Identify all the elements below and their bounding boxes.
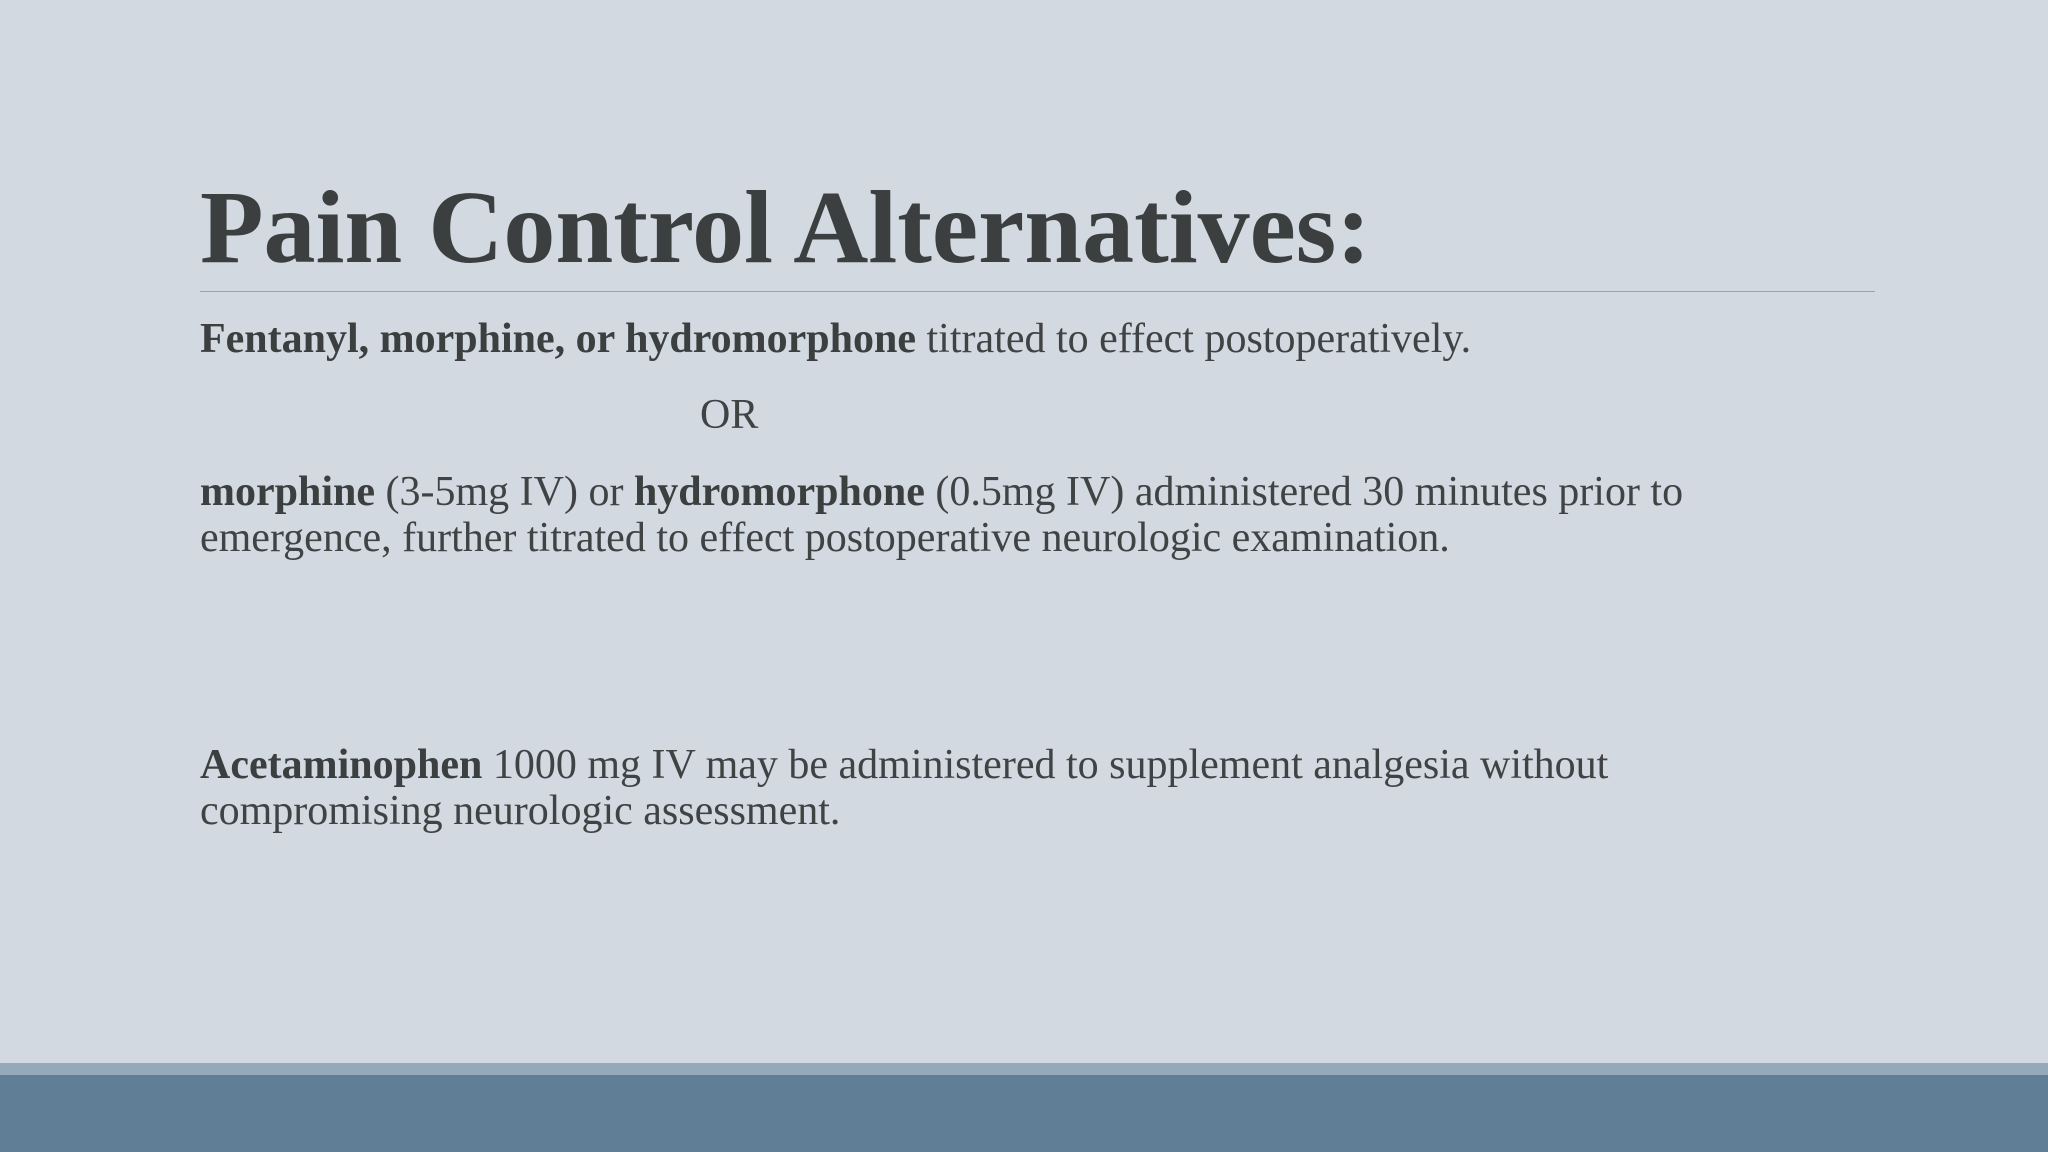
paragraph-opioids-text: titrated to effect postoperatively.	[916, 316, 1472, 362]
paragraph-dosing	[200, 469, 1820, 561]
paragraph-acetaminophen-text: 1000 mg IV may be administered to supplement analgesia without compromising neurologic assessment.	[200, 742, 1609, 834]
paragraph-dosing-bold-hydromorphone: hydromorphone	[633, 469, 925, 515]
footer-band-light	[0, 1063, 2048, 1075]
paragraph-dosing-text1: (3-5mg IV) or	[375, 469, 634, 515]
footer-band-dark	[0, 1075, 2048, 1152]
paragraph-acetaminophen	[200, 742, 1820, 834]
paragraph-acetaminophen-bold: Acetaminophen	[200, 742, 483, 788]
slide-title: Pain Control Alternatives:	[200, 170, 1371, 285]
paragraph-opioids-bold: Fentanyl, morphine, or hydromorphone	[200, 316, 917, 362]
title-divider	[200, 291, 1875, 292]
or-separator: OR	[700, 392, 759, 438]
paragraph-dosing-bold-morphine: morphine	[200, 469, 376, 515]
paragraph-opioids	[200, 316, 1471, 362]
paragraph-dosing-text2: (0.5mg IV) administered 30 minutes prior to emergence, further titrated to effect postoperative neurologic examination.	[200, 469, 1684, 561]
